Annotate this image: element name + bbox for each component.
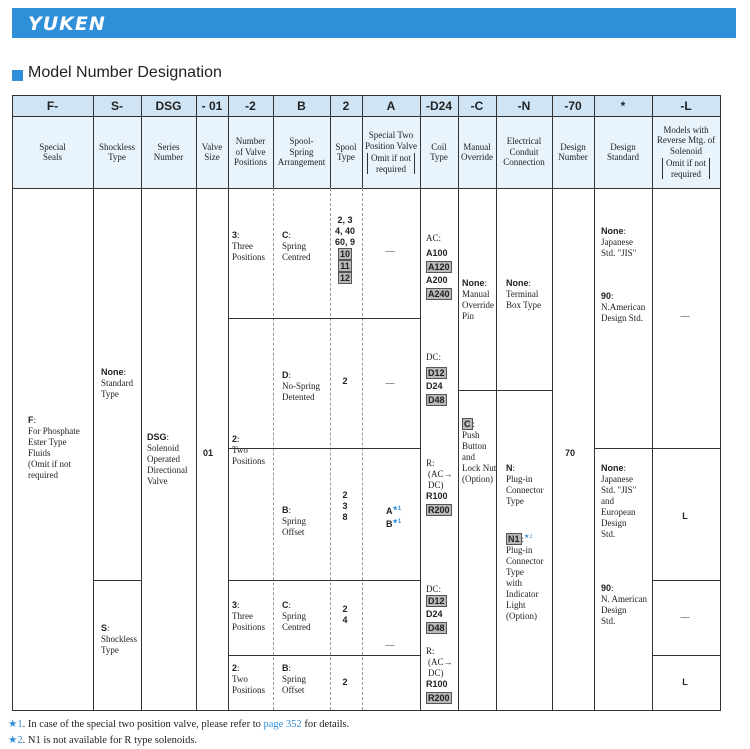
header-description-text: Coil Type xyxy=(430,141,448,162)
design-number-value: 70 xyxy=(565,448,576,458)
grid-vline xyxy=(196,95,197,188)
grid-vline xyxy=(720,95,721,711)
grid-vline xyxy=(594,95,595,188)
header-code: -L xyxy=(652,96,720,116)
header-code: * xyxy=(594,96,652,116)
grid-vline xyxy=(362,188,363,710)
grid-vline xyxy=(420,95,421,188)
header-description-text: Models with Reverse Mtg. of Solenoid xyxy=(656,124,716,156)
grid-vline xyxy=(93,188,94,710)
header-description-text: Valve Size xyxy=(201,141,223,162)
coil-ac-group: AC: A100 A120 A200 A240 xyxy=(426,233,450,299)
header-description xyxy=(228,116,273,188)
footnote-2: ★2. N1 is not available for R type solenoids. xyxy=(8,735,198,746)
header-code: - 01 xyxy=(196,96,228,116)
header-description xyxy=(420,116,458,188)
manual-override-c: C : Push Button and Lock Nut (Option) xyxy=(462,419,497,484)
header-description-text: Special Two Position Valve xyxy=(364,130,418,151)
spring-centred-shockless-option: C: Spring Centred xyxy=(282,600,311,632)
header-code: -N xyxy=(496,96,552,116)
coil-r2-group: R: (AC→ DC) R100 R200 xyxy=(426,646,453,703)
header-description xyxy=(273,116,330,188)
two-pos-dash-2: — xyxy=(385,378,395,388)
header-description-text: Spool Type xyxy=(335,141,357,162)
spring-centred-option: C: Spring Centred xyxy=(282,230,311,262)
grid-hline xyxy=(12,116,720,117)
positions-three-option: 3: Three Positions xyxy=(232,230,266,262)
header-code: -2 xyxy=(228,96,273,116)
two-pos-dash-1: — xyxy=(385,246,395,256)
grid-hline xyxy=(228,318,420,319)
reverse-l-2: L xyxy=(682,677,688,687)
spool-type-list-1: 2, 3 4, 40 60, 9 10 11 12 xyxy=(334,215,356,283)
header-description xyxy=(93,116,141,188)
header-description-text: Design Standard xyxy=(607,141,639,162)
header-code: S- xyxy=(93,96,141,116)
header-code: -70 xyxy=(552,96,594,116)
two-pos-dash-3: — xyxy=(385,640,395,650)
grid-vline xyxy=(496,95,497,188)
header-description xyxy=(196,116,228,188)
grid-hline xyxy=(228,655,420,656)
grid-vline xyxy=(652,188,653,710)
special-seals-option: F: For Phosphate Ester Type Fluids (Omit if not required xyxy=(28,415,80,480)
coil-type-code: A240 xyxy=(428,289,450,299)
yuken-logo: YUKEN xyxy=(28,13,106,35)
header-code: -D24 xyxy=(420,96,458,116)
grid-hline xyxy=(228,580,420,581)
reverse-dash-1: — xyxy=(680,311,690,321)
design-std-90-2: 90: N. American Design Std. xyxy=(601,583,647,626)
grid-vline xyxy=(420,188,421,710)
grid-hline xyxy=(652,655,720,656)
grid-vline xyxy=(552,188,553,710)
header-description xyxy=(141,116,196,188)
shockless-none-option: None: Standard Type xyxy=(101,367,133,399)
design-std-90-1: 90: N.American Design Std. xyxy=(601,291,646,323)
header-description xyxy=(330,116,362,188)
manual-override-none: None: Manual Override Pin xyxy=(462,278,494,321)
header-omit-note: Omit if not required xyxy=(367,153,415,174)
spring-offset-shockless-option: B: Spring Offset xyxy=(282,663,307,695)
shockless-s-option: S: Shockless Type xyxy=(101,623,137,655)
grid-vline xyxy=(652,95,653,188)
section-title: Model Number Designation xyxy=(28,64,222,81)
grid-vline xyxy=(228,95,229,188)
spool-type-5: 2 xyxy=(342,677,348,687)
header-description-text: Electrical Conduit Connection xyxy=(503,136,545,168)
two-pos-a-b: $A^{★1}$ $B^{★1}$ xyxy=(386,506,402,529)
positions-two-shockless-option: 2: Two Positions xyxy=(232,663,266,695)
header-code: A xyxy=(362,96,420,116)
header-description-text: Manual Override xyxy=(461,141,493,162)
header-description-text: Shockless Type xyxy=(99,141,135,162)
header-description xyxy=(362,116,420,188)
grid-vline xyxy=(458,188,459,710)
header-description xyxy=(12,116,93,188)
header-omit-note: Omit if not required xyxy=(662,158,710,179)
footnote-1: ★1. In case of the special two position valve, please refer to page 352 for details. xyxy=(8,719,350,730)
grid-vline xyxy=(362,95,363,188)
grid-vline xyxy=(141,188,142,710)
header-code: 2 xyxy=(330,96,362,116)
header-code: -C xyxy=(458,96,496,116)
brand-bar xyxy=(12,8,736,38)
header-description-text: Spool- Spring Arrangement xyxy=(277,136,326,168)
design-std-none-2: None: Japanese Std. "JIS" and European Design Std. xyxy=(601,463,637,539)
header-description-text: Design Number xyxy=(558,141,588,162)
special-seals-desc: For Phosphate Ester Type Fluids (Omit if not required xyxy=(28,426,80,480)
header-description-text: Number of Valve Positions xyxy=(233,136,267,168)
conduit-n1-option: N1 :$^{★2}$ Plug-in Connector Type with Indicator Light (Option) xyxy=(506,534,544,621)
header-description xyxy=(552,116,594,188)
grid-vline xyxy=(228,188,229,710)
spool-type-list-3: 2 3 8 xyxy=(342,490,348,522)
grid-hline xyxy=(12,710,720,711)
grid-hline xyxy=(458,390,552,391)
header-description-text: Special Seals xyxy=(39,141,66,162)
grid-vline xyxy=(496,188,497,710)
coil-type-code: D48 xyxy=(428,395,445,405)
header-description xyxy=(652,116,720,188)
grid-vline xyxy=(594,188,595,710)
header-description xyxy=(458,116,496,188)
grid-hline xyxy=(12,95,720,96)
grid-hline xyxy=(594,448,652,449)
coil-type-code: R100 xyxy=(426,679,448,689)
positions-three-shockless-option: 3: Three Positions xyxy=(232,600,266,632)
coil-type-code: A120 xyxy=(428,262,450,272)
grid-hline xyxy=(652,580,720,581)
series-option: DSG: Solenoid Operated Directional Valve xyxy=(147,432,188,486)
coil-dc-group: DC: D12 D24 D48 xyxy=(426,352,445,405)
conduit-n-option: N: Plug-in Connector Type xyxy=(506,463,544,506)
coil-type-code: D24 xyxy=(426,609,443,619)
title-bullet xyxy=(12,70,23,81)
header-code: F- xyxy=(12,96,93,116)
conduit-none-option: None: Terminal Box Type xyxy=(506,278,541,310)
header-description xyxy=(594,116,652,188)
header-code: DSG xyxy=(141,96,196,116)
spool-type-list-4: 2 4 xyxy=(342,604,348,625)
header-description xyxy=(496,116,552,188)
spool-boxed: 11 xyxy=(340,261,350,271)
header-description-text: Series Number xyxy=(153,141,184,162)
spool-type-2: 2 xyxy=(342,376,348,386)
grid-vline xyxy=(330,95,331,188)
grid-vline xyxy=(141,95,142,188)
coil-type-code: A200 xyxy=(426,275,448,285)
spool-boxed: 12 xyxy=(339,273,350,283)
reverse-l-1: L xyxy=(682,511,688,521)
positions-two-option: 2: Two Positions xyxy=(232,434,266,466)
grid-hline xyxy=(93,580,141,581)
coil-type-code: R200 xyxy=(428,505,450,515)
coil-type-code: D12 xyxy=(428,596,445,606)
design-std-none-1: None: Japanese Std. "JIS" xyxy=(601,226,637,258)
grid-vline xyxy=(12,95,13,711)
coil-dc2-group: DC: D12 D24 D48 xyxy=(426,584,445,633)
grid-vline xyxy=(196,188,197,710)
coil-type-code: R100 xyxy=(426,491,448,501)
coil-type-code: D48 xyxy=(428,623,445,633)
header-code: B xyxy=(273,96,330,116)
coil-type-code: R200 xyxy=(428,693,450,703)
grid-vline xyxy=(273,188,274,710)
coil-r-group: R: (AC→ DC) R100 R200 xyxy=(426,458,453,515)
valve-size-value: 01 xyxy=(203,448,214,458)
grid-vline xyxy=(273,95,274,188)
spring-offset-option: B: Spring Offset xyxy=(282,505,307,537)
grid-hline xyxy=(12,188,720,189)
coil-type-code: D24 xyxy=(426,381,443,391)
grid-hline xyxy=(228,448,420,449)
coil-type-code: D12 xyxy=(428,368,445,378)
no-spring-detented-option: D: No-Spring Detented xyxy=(282,370,320,402)
spool-boxed: 10 xyxy=(339,249,350,259)
grid-hline xyxy=(652,448,720,449)
grid-vline xyxy=(330,188,331,710)
coil-type-code: A100 xyxy=(426,248,448,258)
page-352-link[interactable]: page 352 xyxy=(263,719,302,730)
reverse-dash-2: — xyxy=(680,612,690,622)
grid-vline xyxy=(93,95,94,188)
grid-vline xyxy=(458,95,459,188)
grid-vline xyxy=(552,95,553,188)
